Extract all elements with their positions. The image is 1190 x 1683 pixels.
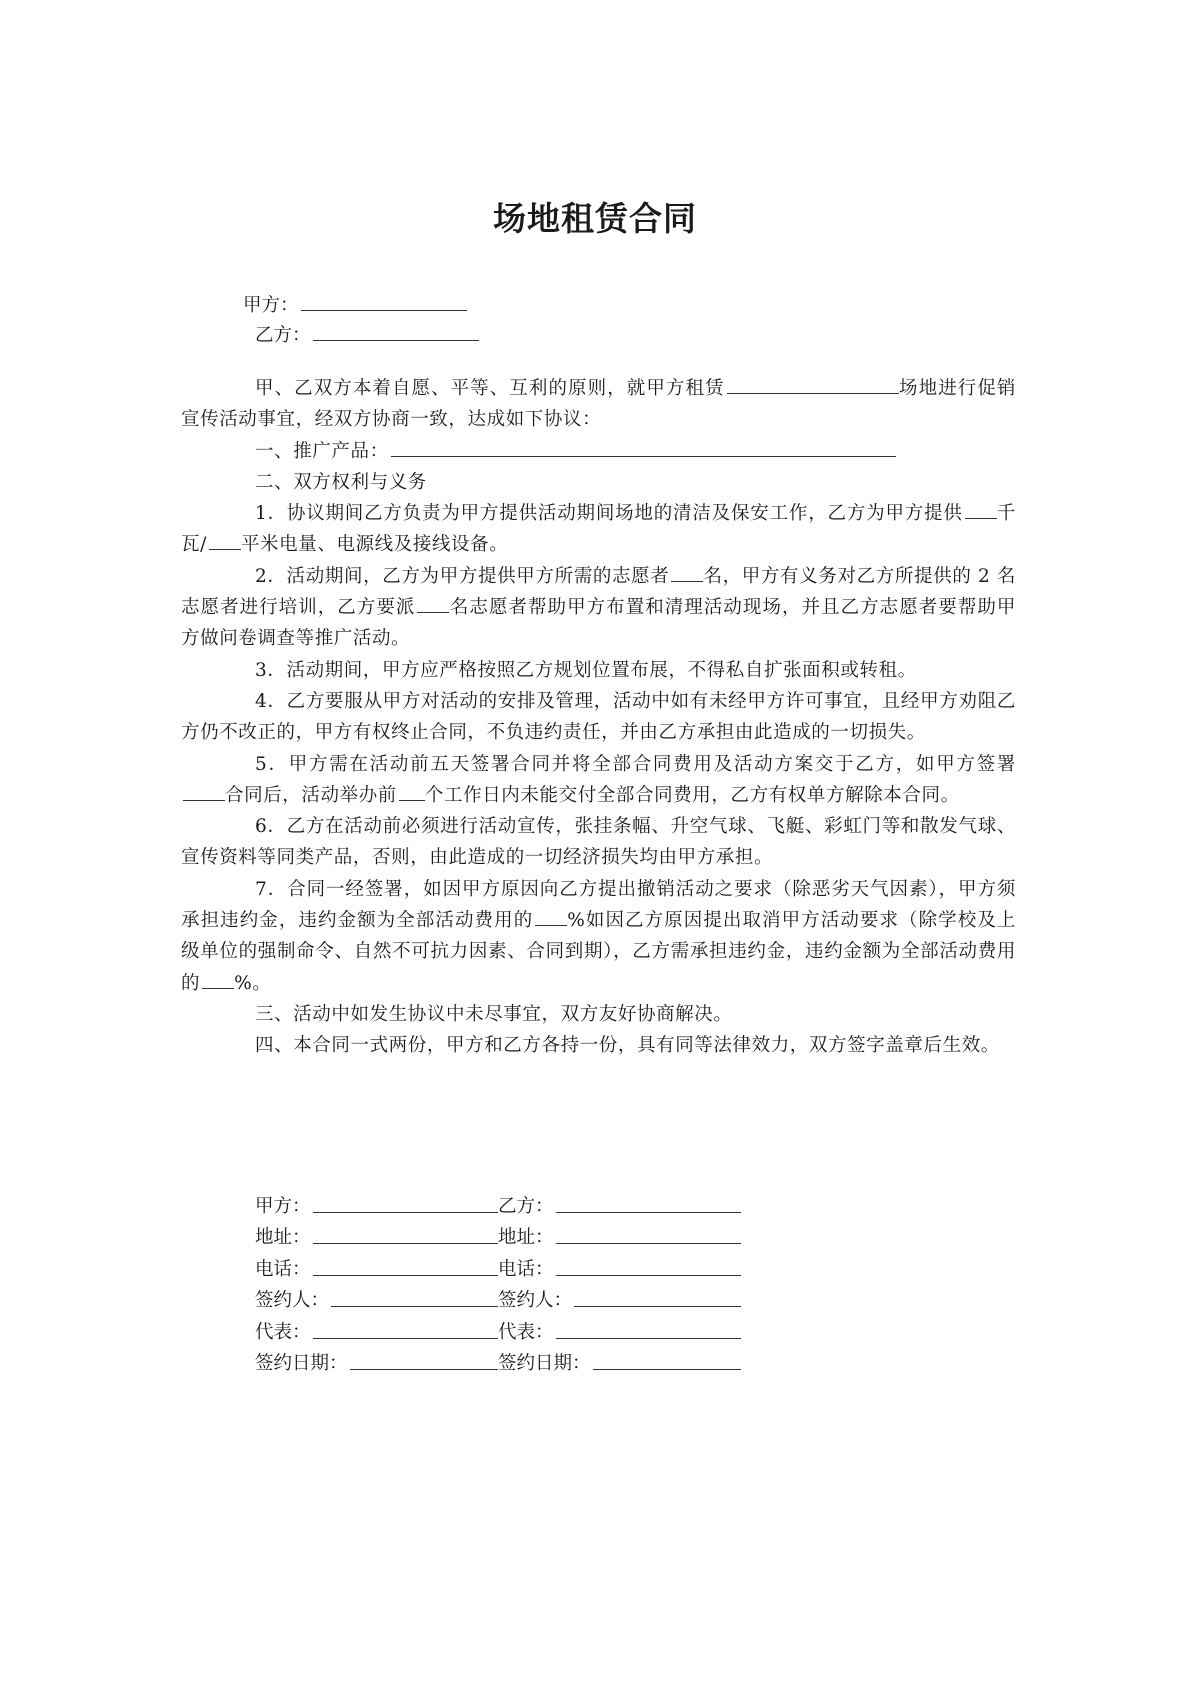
section-3: 三、活动中如发生协议中未尽事宜，双方友好协商解决。: [255, 1003, 733, 1025]
clause-5: 5．甲方需在活动前五天签署合同并将全部合同费用及活动方案交于乙方，如甲方签署合同后，活动举办前 个工作日内未能交付全部合同费用，乙方有权单方解除本合同。: [181, 749, 1016, 812]
signature-row-address: [255, 1222, 755, 1253]
header-party-b-label: 乙方：: [255, 325, 311, 346]
signature-blank-right: [574, 1285, 741, 1307]
signature-blank-left: [313, 1317, 498, 1339]
signature-label-right: 电话：: [498, 1258, 554, 1280]
header-party-b-blank: [313, 320, 479, 341]
clause-3: 3．活动期间，甲方应严格按照乙方规划位置布展，不得私自扩张面积或转租。: [255, 659, 917, 681]
signature-label-right: 签约人：: [498, 1290, 573, 1312]
header-party-a-line: [243, 290, 467, 322]
signing-blank: [183, 784, 225, 801]
volunteer-count-blank: [671, 565, 703, 582]
signature-label-right: 代表：: [498, 1321, 554, 1343]
signature-blank-right: [556, 1191, 741, 1213]
clause-6: 6．乙方在活动前必须进行活动宣传，张挂条幅、升空气球、飞艇、彩虹门等和散发气球、宣传资料等同类产品，否则，由此造成的一切经济损失均由甲方承担。: [181, 816, 1016, 869]
signature-blank-right: [556, 1317, 741, 1339]
signature-blank-left: [313, 1191, 498, 1213]
signature-blank-left: [350, 1348, 498, 1370]
signature-label-right: 地址：: [498, 1227, 554, 1249]
intro-paragraph: 甲、乙双方本着自愿、平等、互利的原则，就甲方租赁 场地进行促销宣传活动事宜，经双方协商一致，达成如下协议：: [181, 378, 1016, 431]
signature-row-signatory: [255, 1285, 755, 1316]
section-1-promoted-product: 一、推广产品：: [181, 436, 1016, 467]
clause-1: 1．协议期间乙方负责为甲方提供活动期间场地的清洁及保安工作，乙方为甲方提供 千瓦/ 平米电量、电源线及接线设备。: [181, 503, 1016, 556]
penalty-percent-a-blank: [535, 909, 567, 926]
dispatched-volunteer-blank: [417, 596, 449, 613]
signature-label-left: 地址：: [255, 1227, 311, 1249]
clause-2: 2．活动期间，乙方为甲方提供甲方所需的志愿者 名，甲方有义务对乙方所提供的 2 名志愿者进行培训，乙方要派 名志愿者帮助甲方布置和清理活动现场，并且乙方志愿者要帮助甲方做问卷调查等推广活动。: [181, 565, 1016, 650]
clause-4: 4．乙方要服从甲方对活动的安排及管理，活动中如有未经甲方许可事宜，且经甲方劝阻乙方仍不改正的，甲方有权终止合同，不负违约责任，并由乙方承担由此造成的一切损失。: [181, 690, 1016, 744]
signature-blank-left: [313, 1254, 498, 1276]
header-party-b-line: [255, 320, 479, 352]
clause-7: 7．合同一经签署，如因甲方原因向乙方提出撤销活动之要求（除恶劣天气因素），甲方须承担违约金，违约金额为全部活动费用的 %如因乙方原因提出取消甲方活动要求（除学校及上级单位的强制命令、自然不可抗力因素、合同到期），乙方需承担违约金，违约金额为全部活动费用的 %。: [181, 878, 1016, 994]
signature-label-left: 签约人：: [255, 1290, 330, 1312]
signature-blank-right: [556, 1222, 741, 1244]
signature-row-phone: [255, 1254, 755, 1285]
section-2-title: 二、双方权利与义务: [255, 471, 427, 493]
section-4: 四、本合同一式两份，甲方和乙方各持一份，具有同等法律效力，双方签字盖章后生效。: [255, 1035, 1000, 1057]
header-party-a-blank: [301, 290, 467, 311]
signature-blank-left: [331, 1285, 498, 1307]
square-meter-blank: [209, 533, 241, 550]
kilowatt-blank: [965, 502, 997, 519]
signature-label-left: 甲方：: [255, 1196, 311, 1217]
signature-label-left: 签约日期：: [255, 1353, 348, 1375]
signature-blank-right: [556, 1254, 741, 1276]
signature-label-right: 签约日期：: [498, 1353, 591, 1375]
signature-row-party: [255, 1191, 755, 1222]
penalty-percent-b-blank: [202, 972, 234, 989]
venue-blank: [727, 377, 899, 394]
signature-label-left: 代表：: [255, 1321, 311, 1343]
signature-row-date: [255, 1348, 755, 1379]
contract-body: [181, 373, 1016, 1062]
product-blank: [391, 440, 896, 457]
signature-label-right: 乙方：: [498, 1196, 554, 1217]
signature-blank-right: [593, 1348, 741, 1370]
signature-block: [255, 1191, 755, 1379]
document-title: 场地租赁合同: [493, 199, 697, 238]
signature-blank-left: [313, 1222, 498, 1244]
signature-label-left: 电话：: [255, 1258, 311, 1280]
workday-blank: [399, 784, 425, 801]
header-party-a-label: 甲方：: [243, 295, 299, 316]
signature-row-representative: [255, 1317, 755, 1348]
